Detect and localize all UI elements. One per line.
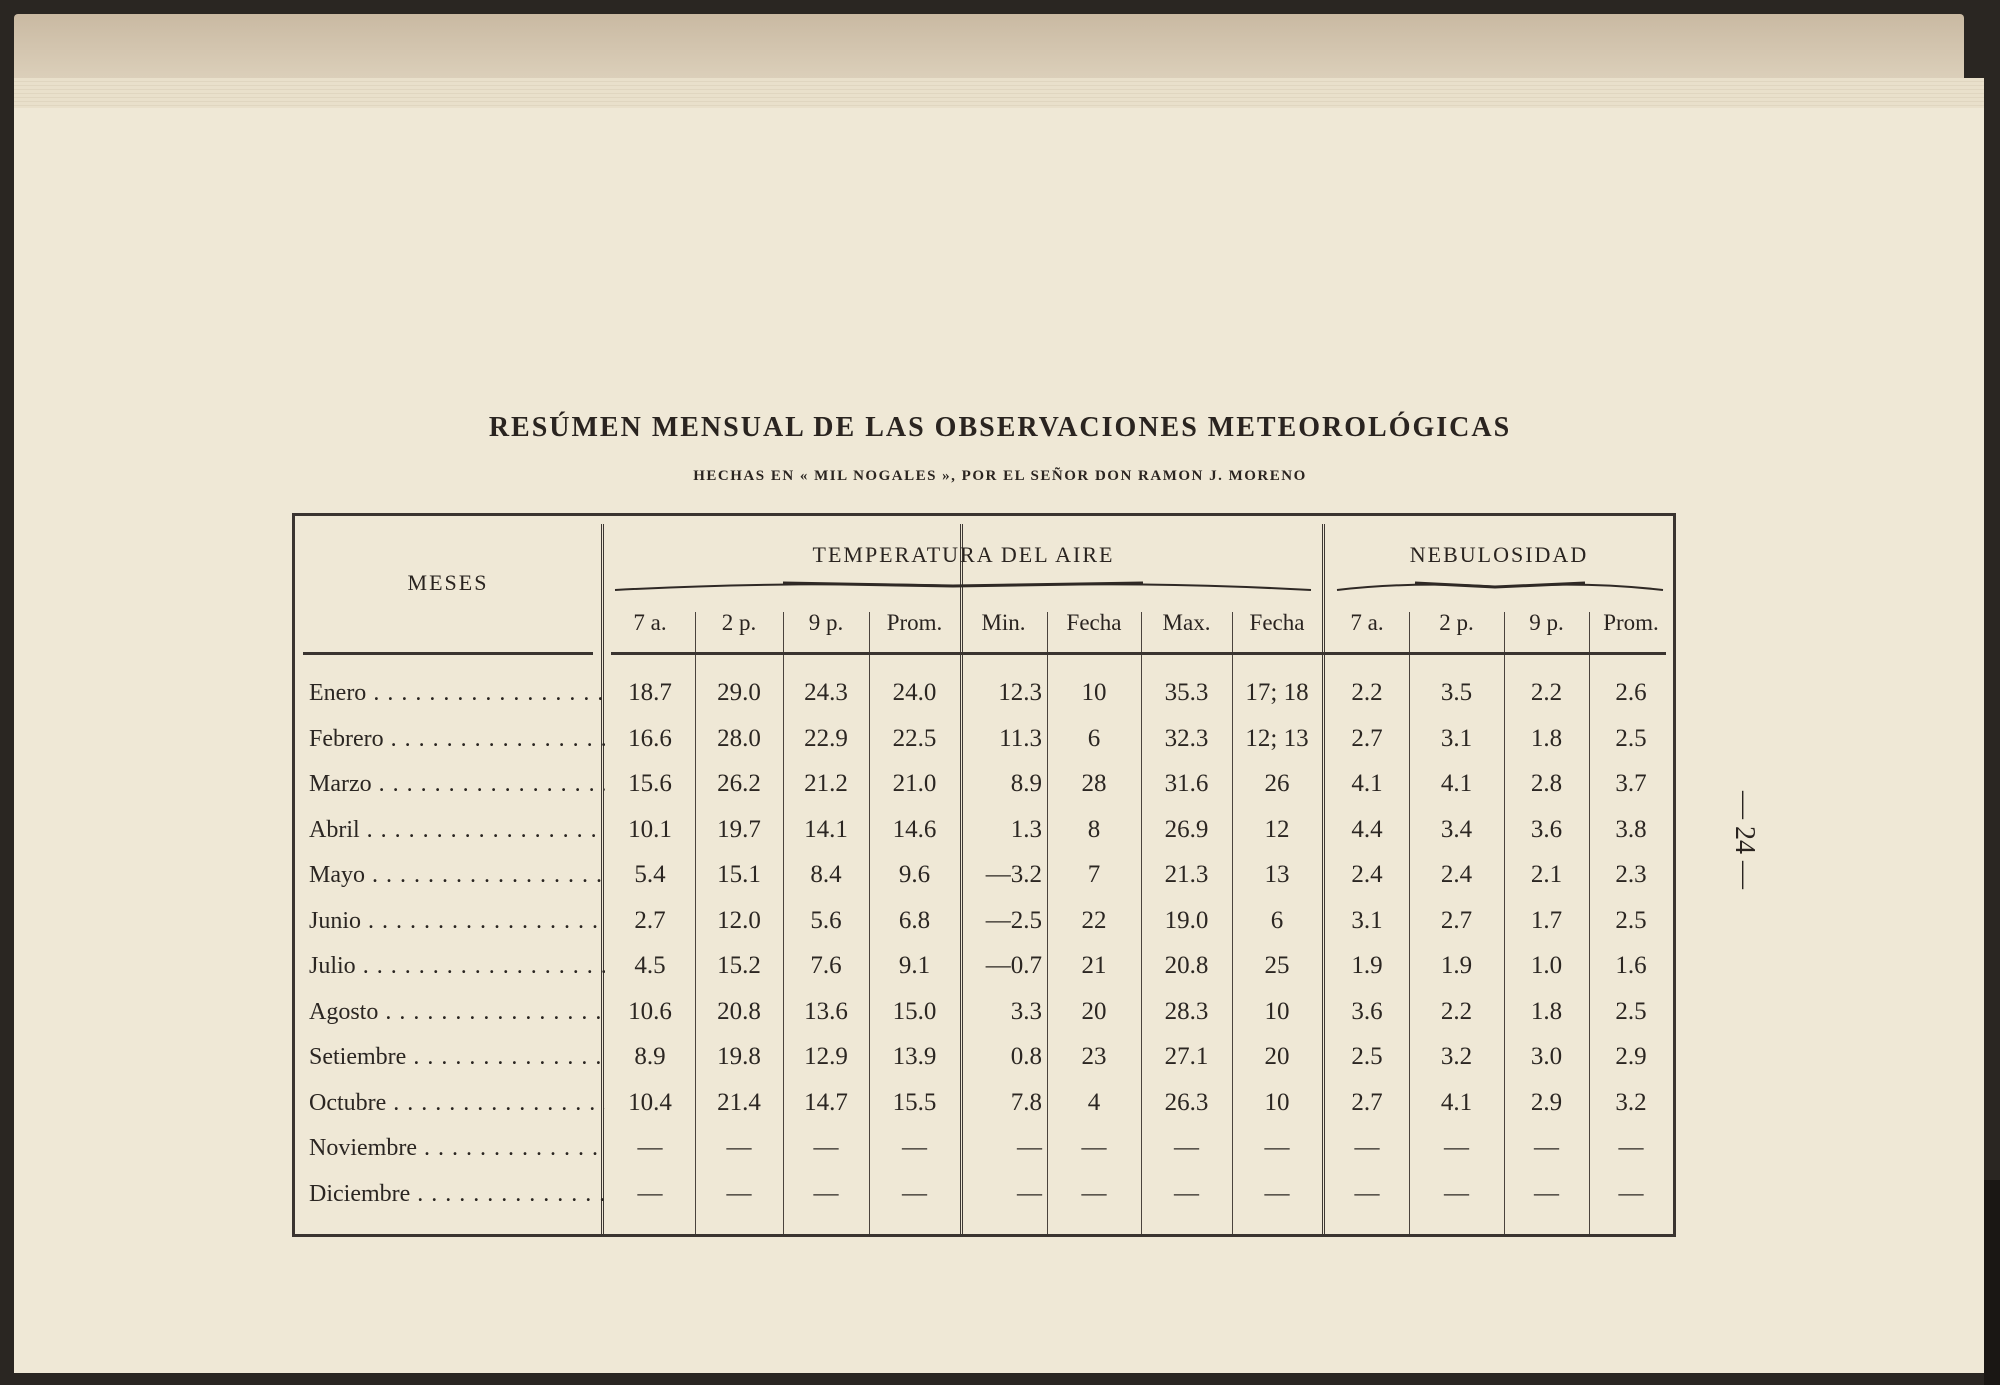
table-cell: 19.7 <box>717 815 761 843</box>
colhead-neb-7a: 7 a. <box>1350 610 1384 635</box>
table-row <box>295 1125 1673 1171</box>
table-cell: 12.9 <box>804 1043 848 1070</box>
table-row <box>295 761 1673 807</box>
table-cell: — <box>1264 1179 1290 1207</box>
table-cell: 21.4 <box>717 1088 761 1116</box>
page-subtitle: HECHAS EN « MIL NOGALES », POR EL SEÑOR DON RAMON J. MORENO <box>693 468 1307 484</box>
table-cell: 2.2 <box>1440 997 1473 1025</box>
table-cell: 2.9 <box>1530 1088 1563 1116</box>
colhead-temp-prom: Prom. <box>886 610 943 635</box>
table-cell: 19.8 <box>717 1043 761 1070</box>
table-cell: 12 <box>1264 815 1290 843</box>
table-cell: 20.8 <box>717 997 761 1025</box>
table-cell: 12; 13 <box>1245 724 1309 752</box>
table-cell: — <box>902 1179 927 1207</box>
table-row <box>295 716 1673 762</box>
table-cell: 1.9 <box>1351 952 1383 979</box>
table-cell: 2.7 <box>1351 724 1383 752</box>
table-cell: 1.7 <box>1530 906 1563 934</box>
table-cell: 3.5 <box>1440 679 1473 706</box>
table-cell: 8.9 <box>634 1043 666 1070</box>
colhead-max: Max. <box>1162 610 1211 635</box>
table-cell: 1.9 <box>1440 952 1473 979</box>
table-cell: 3.2 <box>1615 1088 1647 1116</box>
table-row <box>295 807 1673 853</box>
table-cell: — <box>813 1179 839 1207</box>
month-label: Agosto . . . <box>309 989 605 1035</box>
table-cell: — <box>1618 1179 1644 1207</box>
table-cell: 4.4 <box>1351 815 1383 843</box>
table-cell: 5.4 <box>634 861 666 888</box>
table-cell: 22.5 <box>892 724 937 752</box>
colhead-fecha-max: Fecha <box>1249 610 1305 635</box>
table-cell: 20 <box>1081 997 1107 1025</box>
table-cell: 22 <box>1081 906 1107 934</box>
book-cover-edge <box>1984 1180 2000 1385</box>
table-cell: 17; 18 <box>1245 679 1309 706</box>
table-cell: 12.3 <box>998 679 1042 706</box>
month-label: Julio . . . <box>309 943 605 989</box>
table-cell: — <box>1534 1179 1559 1207</box>
table-cell: 10 <box>1081 679 1107 706</box>
table-cell: 2.2 <box>1530 679 1563 706</box>
table-cell: 7.8 <box>1010 1088 1042 1116</box>
table-cell: 3.1 <box>1351 906 1383 934</box>
table-cell: 26.2 <box>717 770 761 797</box>
table-cell: 8 <box>1087 815 1101 843</box>
table-cell: 8.9 <box>1010 770 1042 797</box>
table-cell: — <box>1444 1179 1469 1207</box>
table-row <box>295 1171 1673 1217</box>
table-cell: 1.0 <box>1530 952 1563 979</box>
table-cell: 2.2 <box>1351 679 1383 706</box>
table-cell: — <box>1174 1134 1199 1161</box>
table-cell: 28.0 <box>717 724 761 752</box>
table-cell: 23 <box>1081 1043 1107 1070</box>
page-stack-edges <box>14 78 1984 112</box>
table-cell: 14.7 <box>804 1088 848 1116</box>
table-cell: 28.3 <box>1164 997 1209 1025</box>
table-cell: 14.6 <box>892 815 937 843</box>
table-cell: — <box>1081 1179 1107 1207</box>
table-cell: — <box>1264 1134 1290 1161</box>
table-cell: 6 <box>1270 906 1284 934</box>
table-cell: 15.6 <box>628 770 672 797</box>
table-cell: 15.5 <box>892 1088 937 1116</box>
table-cell: 21.0 <box>892 770 937 797</box>
table-cell: 4 <box>1087 1088 1101 1116</box>
table-cell: 27.1 <box>1164 1043 1209 1070</box>
table-cell: 22.9 <box>804 724 848 752</box>
month-label: Abril . . . <box>309 807 605 853</box>
table-cell: 10.4 <box>628 1088 672 1116</box>
colhead-temp-2p: 2 p. <box>721 610 757 635</box>
table-cell: 21 <box>1081 952 1107 979</box>
table-cell: 10.1 <box>628 815 672 843</box>
table-cell: 2.4 <box>1440 861 1473 888</box>
month-label: Octubre . . . <box>309 1080 605 1126</box>
table-cell: 6 <box>1087 724 1101 752</box>
table-cell: 7 <box>1087 861 1101 888</box>
month-label: Marzo . . . <box>309 761 605 807</box>
table-cell: 3.8 <box>1615 815 1647 843</box>
page-top-edge <box>14 14 1964 84</box>
table-cell: 26 <box>1264 770 1290 797</box>
table-cell: 21.2 <box>804 770 848 797</box>
table-cell: 6.8 <box>898 906 931 934</box>
table-cell: 15.1 <box>717 861 761 888</box>
month-label: Noviembre . . . <box>309 1125 605 1171</box>
table-cell: —2.5 <box>985 906 1042 934</box>
table-cell: 3.2 <box>1440 1043 1473 1070</box>
table-cell: 3.1 <box>1440 724 1473 752</box>
table-cell: — <box>1618 1134 1644 1161</box>
colhead-neb-prom: Prom. <box>1603 610 1659 635</box>
table-cell: —3.2 <box>985 861 1042 888</box>
table-cell: 1.8 <box>1530 724 1563 752</box>
table-cell: 2.5 <box>1615 724 1647 752</box>
table-cell: — <box>1354 1179 1380 1207</box>
table-cell: 10.6 <box>628 997 672 1025</box>
table-cell: 21.3 <box>1164 861 1209 888</box>
table-cell: 19.0 <box>1164 906 1209 934</box>
table-cell: 4.1 <box>1440 770 1473 797</box>
table-cell: 2.7 <box>1440 906 1473 934</box>
month-label: Mayo . . . <box>309 852 605 898</box>
table-cell: 31.6 <box>1164 770 1209 797</box>
table-cell: 20 <box>1264 1043 1290 1070</box>
table-cell: — <box>1174 1179 1199 1207</box>
table-row <box>295 1034 1673 1080</box>
table-cell: 0.8 <box>1010 1043 1042 1070</box>
month-label: Setiembre . . . <box>309 1034 605 1080</box>
table-cell: 29.0 <box>717 679 761 706</box>
table-cell: 24.0 <box>892 679 937 706</box>
table-cell: — <box>813 1134 839 1161</box>
header-meses: MESES <box>407 570 489 595</box>
month-label: Enero . . . <box>309 670 605 716</box>
table-cell: 2.4 <box>1351 861 1383 888</box>
table-cell: 2.7 <box>1351 1088 1383 1116</box>
table-row <box>295 943 1673 989</box>
table-cell: 2.1 <box>1530 861 1563 888</box>
table-cell: —0.7 <box>985 952 1042 979</box>
table-cell: 15.2 <box>717 952 761 979</box>
colhead-fecha-min: Fecha <box>1066 610 1122 635</box>
table-cell: 5.6 <box>810 906 842 934</box>
table-cell: 9.6 <box>898 861 931 888</box>
month-label: Diciembre . . . <box>309 1171 605 1217</box>
table-cell: 8.4 <box>810 861 842 888</box>
table-cell: 4.1 <box>1440 1088 1473 1116</box>
table-cell: 20.8 <box>1164 952 1209 979</box>
month-label: Junio . . . <box>309 898 605 944</box>
table-cell: 7.6 <box>810 952 842 979</box>
table-cell: 1.3 <box>1010 815 1042 843</box>
table-cell: 9.1 <box>898 952 931 979</box>
table-cell: 14.1 <box>804 815 848 843</box>
colhead-temp-7a: 7 a. <box>633 610 667 635</box>
table-cell: — <box>637 1179 663 1207</box>
table-cell: 3.7 <box>1615 770 1647 797</box>
table-cell: — <box>637 1134 663 1161</box>
table-cell: 16.6 <box>628 724 672 752</box>
table-cell: — <box>902 1134 927 1161</box>
month-label: Febrero . . . <box>309 716 605 762</box>
table-cell: 2.9 <box>1615 1043 1647 1070</box>
table-cell: 15.0 <box>892 997 937 1025</box>
observations-table <box>292 513 1676 1237</box>
table-cell: 2.6 <box>1615 679 1647 706</box>
page-number: — 24 — <box>1729 791 1760 889</box>
colhead-neb-9p: 9 p. <box>1529 610 1564 635</box>
table-cell: 2.5 <box>1615 906 1647 934</box>
table-cell: 2.8 <box>1530 770 1563 797</box>
table-cell: 28 <box>1081 770 1107 797</box>
table-cell: 3.0 <box>1530 1043 1563 1070</box>
table-cell: — <box>726 1179 752 1207</box>
table-cell: — <box>1444 1134 1469 1161</box>
table-cell: 2.3 <box>1615 861 1647 888</box>
table-cell: 25 <box>1264 952 1290 979</box>
colhead-neb-2p: 2 p. <box>1439 610 1474 635</box>
table-cell: 26.3 <box>1164 1088 1209 1116</box>
table-cell: 2.7 <box>634 906 666 934</box>
table-cell: 3.3 <box>1010 997 1042 1025</box>
table-row <box>295 852 1673 898</box>
table-row <box>295 1080 1673 1126</box>
table-row <box>295 898 1673 944</box>
brace-nebulosidad <box>1335 578 1665 594</box>
table-cell: 3.4 <box>1440 815 1473 843</box>
table-cell: 32.3 <box>1164 724 1209 752</box>
table-cell: — <box>1017 1179 1042 1207</box>
table-cell: 26.9 <box>1164 815 1209 843</box>
brace-temperatura <box>613 578 1313 594</box>
colhead-min: Min. <box>981 610 1026 635</box>
table-cell: 4.1 <box>1351 770 1383 797</box>
header-nebulosidad: NEBULOSIDAD <box>1409 542 1589 567</box>
header-rule <box>611 652 1666 655</box>
table-cell: 2.5 <box>1615 997 1647 1025</box>
table-cell: 3.6 <box>1351 997 1383 1025</box>
table-cell: — <box>726 1134 752 1161</box>
table-cell: 11.3 <box>999 724 1042 752</box>
table-cell: — <box>1081 1134 1107 1161</box>
table-cell: 2.5 <box>1351 1043 1383 1070</box>
header-rule <box>303 652 593 655</box>
header-temperatura: TEMPERATURA DEL AIRE <box>812 542 1115 567</box>
table-cell: 13.6 <box>804 997 848 1025</box>
table-row <box>295 989 1673 1035</box>
table-cell: 1.8 <box>1530 997 1563 1025</box>
table-cell: 18.7 <box>628 679 672 706</box>
table-cell: 1.6 <box>1615 952 1647 979</box>
table-row <box>295 670 1673 716</box>
colhead-temp-9p: 9 p. <box>808 610 844 635</box>
table-cell: 12.0 <box>717 906 761 934</box>
table-cell: 4.5 <box>634 952 666 979</box>
table-cell: 10 <box>1264 1088 1290 1116</box>
table-cell: 3.6 <box>1530 815 1563 843</box>
table-cell: 10 <box>1264 997 1290 1025</box>
table-cell: 13 <box>1264 861 1290 888</box>
page-title: RESÚMEN MENSUAL DE LAS OBSERVACIONES METEOROLÓGICAS <box>488 412 1512 443</box>
table-cell: 24.3 <box>804 679 848 706</box>
table-cell: 35.3 <box>1164 679 1209 706</box>
table-cell: 13.9 <box>892 1043 937 1070</box>
table-cell: — <box>1017 1134 1042 1161</box>
table-cell: — <box>1534 1134 1559 1161</box>
table-cell: — <box>1354 1134 1380 1161</box>
